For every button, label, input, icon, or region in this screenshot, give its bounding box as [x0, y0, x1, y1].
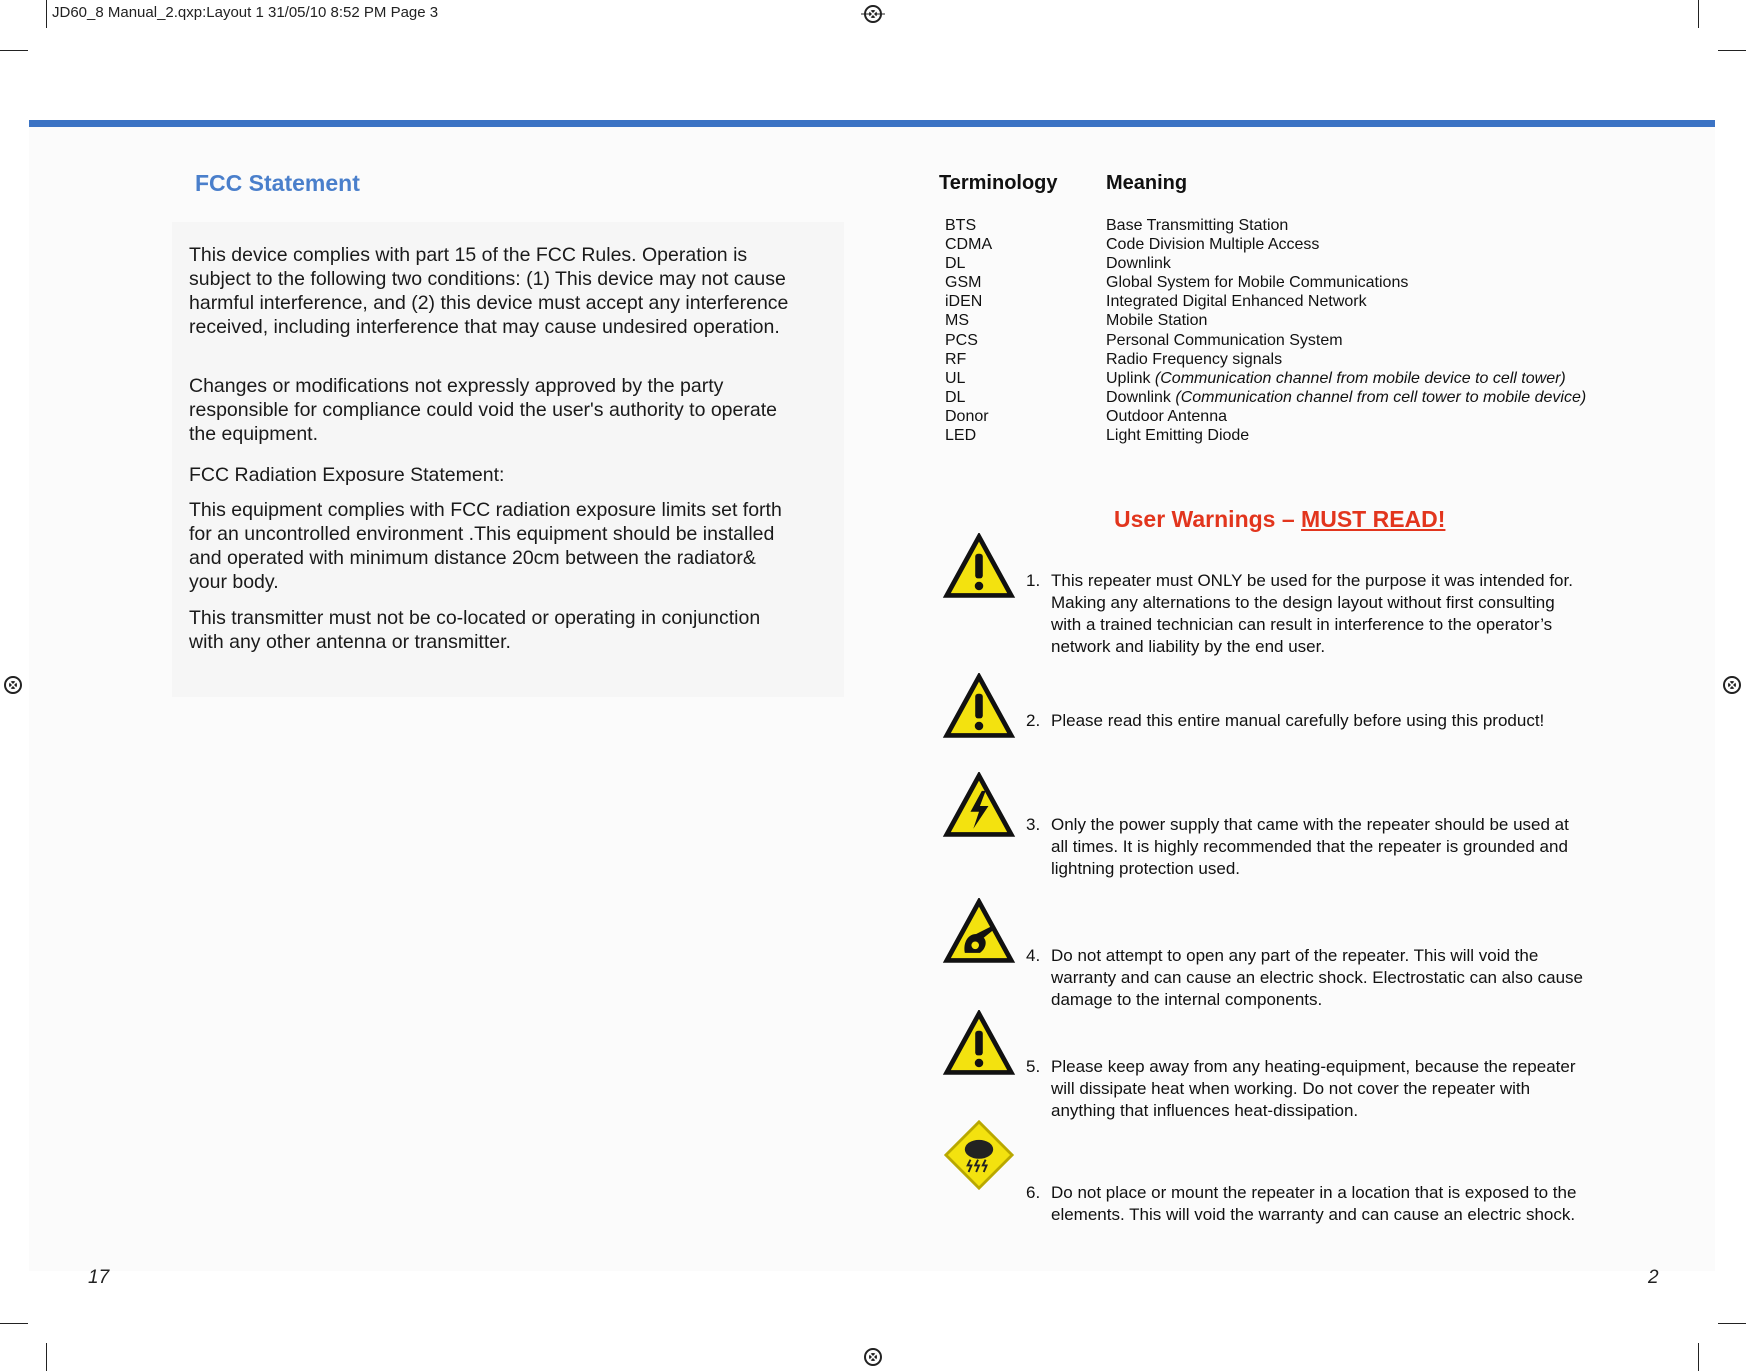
meaning-text: Outdoor Antenna: [1106, 408, 1227, 425]
fcc-title: FCC Statement: [195, 170, 360, 196]
term-cell: RF: [945, 351, 967, 368]
warning-number: 3.: [1026, 815, 1041, 834]
exclamation-triangle-icon: [942, 673, 1016, 743]
registration-mark-icon: [1720, 673, 1744, 697]
warning-text: Please keep away from any heating-equipment, because the repeater will dissipate heat when working. Do not cover the repeater with anything that influences heat-dissipation.: [1051, 1057, 1576, 1120]
user-warnings-title-text: User Warnings –: [1114, 506, 1302, 532]
meaning-heading: Meaning: [1106, 172, 1188, 194]
page-number-right: 2: [1648, 1267, 1659, 1288]
meaning-text: Downlink: [1106, 255, 1171, 272]
meaning-cell: [1106, 370, 1566, 388]
warning-text: Do not attempt to open any part of the repeater. This will void the warranty and can cause an electric shock. Electrostatic can also cause damage to the internal components.: [1051, 946, 1583, 1009]
meaning-cell: [1106, 312, 1207, 330]
user-warnings-title: [1114, 506, 1445, 533]
term-cell: PCS: [945, 332, 978, 349]
must-read-text: MUST READ!: [1301, 506, 1446, 532]
meaning-text: Light Emitting Diode: [1106, 427, 1250, 444]
crop-mark: [1718, 1323, 1746, 1324]
registration-mark-icon: [861, 1345, 885, 1369]
warning-number: 1.: [1026, 571, 1041, 590]
fcc-paragraph-5: This transmitter must not be co-located or operating in conjunction with any other antenna or transmitter.: [189, 607, 761, 653]
meaning-cell: [1106, 236, 1319, 254]
meaning-cell: [1106, 351, 1282, 369]
term-cell: DL: [945, 255, 966, 272]
term-cell: MS: [945, 312, 969, 329]
meaning-note: (Communication channel from mobile device to cell tower): [1154, 370, 1566, 387]
meaning-text: Downlink: [1106, 389, 1171, 406]
meaning-text: Uplink: [1106, 370, 1151, 387]
warning-text: Only the power supply that came with the repeater should be used at all times. It is highly recommended that the repeater is grounded and lightning protection used.: [1051, 815, 1569, 878]
term-cell: GSM: [945, 274, 982, 291]
warning-item: [1026, 570, 1586, 658]
warning-text: This repeater must ONLY be used for the purpose it was intended for. Making any alternations to the design layout without first consulting with a trained technician can result in interference to the operator’s network and liability by the end user.: [1051, 571, 1573, 656]
warning-text: Do not place or mount the repeater in a location that is exposed to the elements. This will void the warranty and can cause an electric shock.: [1051, 1183, 1577, 1224]
warning-number: 4.: [1026, 946, 1041, 965]
fcc-paragraph-4: This equipment complies with FCC radiation exposure limits set forth for an uncontrolled environment .This equipment should be installed and operated with minimum distance 20cm between the radiator& your body.: [189, 499, 782, 593]
fcc-paragraph-2: Changes or modifications not expressly approved by the party responsible for compliance could void the user's authority to operate the equipment.: [189, 375, 777, 445]
term-cell: LED: [945, 427, 977, 444]
exclamation-triangle-icon: [942, 533, 1016, 603]
warning-number: 5.: [1026, 1057, 1041, 1076]
accent-bar: [29, 120, 1715, 127]
term-cell: Donor: [945, 408, 989, 425]
warning-item: [1026, 1182, 1586, 1226]
lightning-triangle-icon: [942, 772, 1016, 842]
warning-number: 2.: [1026, 711, 1041, 730]
meaning-cell: [1106, 427, 1249, 445]
registration-mark-icon: [861, 2, 885, 26]
warning-item: [1026, 1056, 1586, 1122]
crop-mark: [0, 1323, 28, 1324]
meaning-cell: [1106, 255, 1171, 273]
crop-mark: [46, 1343, 47, 1371]
terminology-heading: Terminology: [939, 172, 1058, 194]
fcc-paragraph-1: This device complies with part 15 of the FCC Rules. Operation is subject to the following two conditions: (1) This device may not cause harmful interference, and (2) this device must accept any interference received, including interference that may cause undesired operation.: [189, 244, 789, 338]
meaning-text: Global System for Mobile Communications: [1106, 274, 1409, 291]
warning-item: [1026, 814, 1586, 880]
term-cell: BTS: [945, 217, 977, 234]
meaning-cell: [1106, 408, 1227, 426]
meaning-text: Integrated Digital Enhanced Network: [1106, 293, 1367, 310]
crop-mark: [46, 0, 47, 28]
fcc-paragraph-3: FCC Radiation Exposure Statement:: [189, 464, 505, 486]
meaning-text: Radio Frequency signals: [1106, 351, 1283, 368]
crop-mark: [1698, 1343, 1699, 1371]
term-cell: iDEN: [945, 293, 983, 310]
meaning-cell: [1106, 389, 1586, 407]
meaning-cell: [1106, 293, 1367, 311]
warning-number: 6.: [1026, 1183, 1041, 1202]
meaning-text: Personal Communication System: [1106, 332, 1343, 349]
meaning-cell: [1106, 332, 1343, 350]
term-cell: DL: [945, 389, 966, 406]
esd-hand-triangle-icon: [942, 898, 1016, 968]
meaning-cell: [1106, 274, 1408, 292]
registration-mark-icon: [1, 673, 25, 697]
term-cell: CDMA: [945, 236, 993, 253]
meaning-text: Mobile Station: [1106, 312, 1208, 329]
meaning-text: Base Transmitting Station: [1106, 217, 1289, 234]
crop-mark: [1718, 50, 1746, 51]
exclamation-triangle-icon: [942, 1010, 1016, 1080]
warning-item: [1026, 710, 1586, 732]
meaning-note: (Communication channel from cell tower to mobile device): [1175, 389, 1587, 406]
crop-mark: [0, 50, 28, 51]
print-slug: JD60_8 Manual_2.qxp:Layout 1 31/05/10 8:52 PM Page 3: [52, 4, 439, 21]
crop-mark: [1698, 0, 1699, 28]
meaning-cell: [1106, 217, 1288, 235]
storm-cloud-diamond-icon: [942, 1120, 1016, 1190]
term-cell: UL: [945, 370, 966, 387]
warning-item: [1026, 945, 1586, 1011]
warning-text: Please read this entire manual carefully before using this product!: [1051, 711, 1545, 730]
meaning-text: Code Division Multiple Access: [1106, 236, 1320, 253]
page-number-left: 17: [88, 1267, 110, 1288]
